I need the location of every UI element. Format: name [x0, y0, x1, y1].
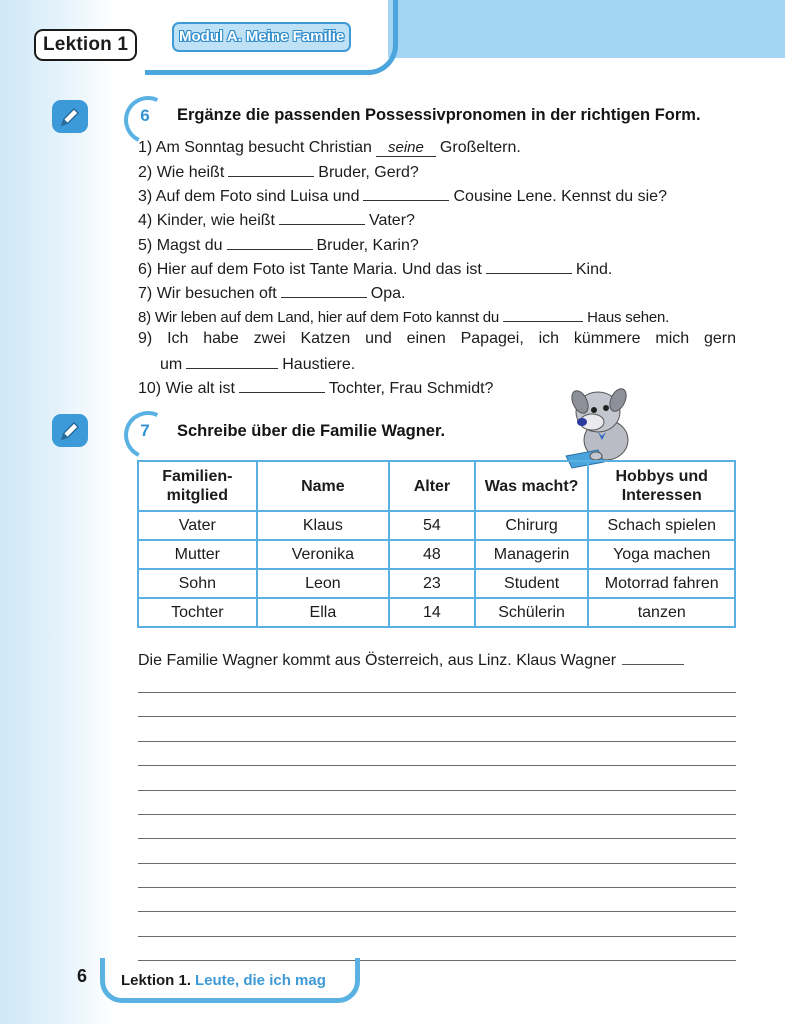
table-row [138, 540, 735, 569]
table-cell: Managerin [475, 540, 589, 569]
table-cell: 48 [389, 540, 475, 569]
dog-mascot-icon [558, 378, 640, 470]
page-number: 6 [77, 966, 88, 986]
table-header: Hobbys und Interessen [588, 461, 735, 511]
lesson-badge: Lektion 1 [34, 29, 137, 61]
sentence-10: 10) Wie alt ist Tochter, Frau Schmidt? [138, 380, 494, 397]
left-decor-band [0, 0, 115, 1024]
table-cell: Veronika [257, 540, 389, 569]
pencil-icon [52, 100, 88, 133]
table-cell: Leon [257, 569, 389, 598]
writing-blank[interactable] [622, 652, 684, 665]
blank-field[interactable] [486, 259, 572, 274]
blank-field[interactable] [227, 235, 313, 250]
blank-field[interactable] [503, 307, 583, 322]
writing-line[interactable] [138, 790, 736, 791]
table-cell: 23 [389, 569, 475, 598]
table-cell: Student [475, 569, 589, 598]
blank-field[interactable] [279, 210, 365, 225]
sentence-9-line1: 9) Ich habe zwei Katzen und einen Papagei, ich kümmere mich gern [138, 330, 736, 347]
table-cell: 54 [389, 511, 475, 540]
table-cell: Tochter [138, 598, 257, 627]
table-cell: Klaus [257, 511, 389, 540]
header-band [388, 0, 785, 58]
table-cell: Yoga machen [588, 540, 735, 569]
table-row [138, 569, 735, 598]
table-header: Familien- mitglied [138, 461, 257, 511]
footer-lesson-title: Leute, die ich mag [195, 972, 326, 989]
sentence-8: 8) Wir leben auf dem Land, hier auf dem Foto kannst du Haus sehen. [138, 309, 670, 326]
exercise-title: Ergänze die passenden Possessivpronomen in der richtigen Form. [177, 106, 701, 124]
sentence-5: 5) Magst du Bruder, Karin? [138, 237, 419, 254]
table-row [138, 598, 735, 627]
table-header: Name [257, 461, 389, 511]
table-cell: Schülerin [475, 598, 589, 627]
exercise-number: 6 [140, 106, 150, 125]
table-header: Was macht? [475, 461, 589, 511]
writing-line[interactable] [138, 863, 736, 864]
writing-line[interactable] [138, 716, 736, 717]
blank-field[interactable] [281, 283, 367, 298]
writing-line[interactable] [138, 814, 736, 815]
table-cell: Mutter [138, 540, 257, 569]
writing-line[interactable] [138, 838, 736, 839]
writing-line[interactable] [138, 911, 736, 912]
sentence-9-line2: um Haustiere. [160, 356, 356, 373]
sentence-2: 2) Wie heißt Bruder, Gerd? [138, 164, 419, 181]
table-header: Alter [389, 461, 475, 511]
pencil-icon [52, 414, 88, 447]
footer-lesson: Lektion 1. Leute, die ich mag [121, 972, 326, 989]
answer-field[interactable]: seine [376, 140, 436, 157]
table-cell: Motorrad fahren [588, 569, 735, 598]
table-cell: Schach spielen [588, 511, 735, 540]
exercise-title: Schreibe über die Familie Wagner. [177, 422, 446, 440]
blank-field[interactable] [239, 378, 325, 393]
blank-field[interactable] [228, 162, 314, 177]
writing-line[interactable] [138, 765, 736, 766]
table-cell: Vater [138, 511, 257, 540]
blank-field[interactable] [363, 186, 449, 201]
writing-prompt: Die Familie Wagner kommt aus Österreich, aus Linz. Klaus Wagner [138, 651, 736, 671]
writing-line[interactable] [138, 887, 736, 888]
module-title: Modul A. Meine Familie [172, 22, 351, 52]
sentence-3: 3) Auf dem Foto sind Luisa und Cousine Lene. Kennst du sie? [138, 188, 667, 205]
table-cell: Sohn [138, 569, 257, 598]
sentence-4: 4) Kinder, wie heißt Vater? [138, 212, 415, 229]
exercise-number: 7 [140, 421, 150, 440]
family-table [137, 460, 736, 628]
table-cell: Ella [257, 598, 389, 627]
sentence-7: 7) Wir besuchen oft Opa. [138, 285, 406, 302]
writing-line[interactable] [138, 692, 736, 693]
writing-line[interactable] [138, 741, 736, 742]
table-row [138, 511, 735, 540]
sentence-1: 1) Am Sonntag besucht Christian seine Großeltern. [138, 139, 521, 156]
blank-field[interactable] [186, 354, 278, 369]
table-cell: 14 [389, 598, 475, 627]
sentence-6: 6) Hier auf dem Foto ist Tante Maria. Und das ist Kind. [138, 261, 613, 278]
table-cell: Chirurg [475, 511, 589, 540]
table-cell: tanzen [588, 598, 735, 627]
writing-line[interactable] [138, 936, 736, 937]
